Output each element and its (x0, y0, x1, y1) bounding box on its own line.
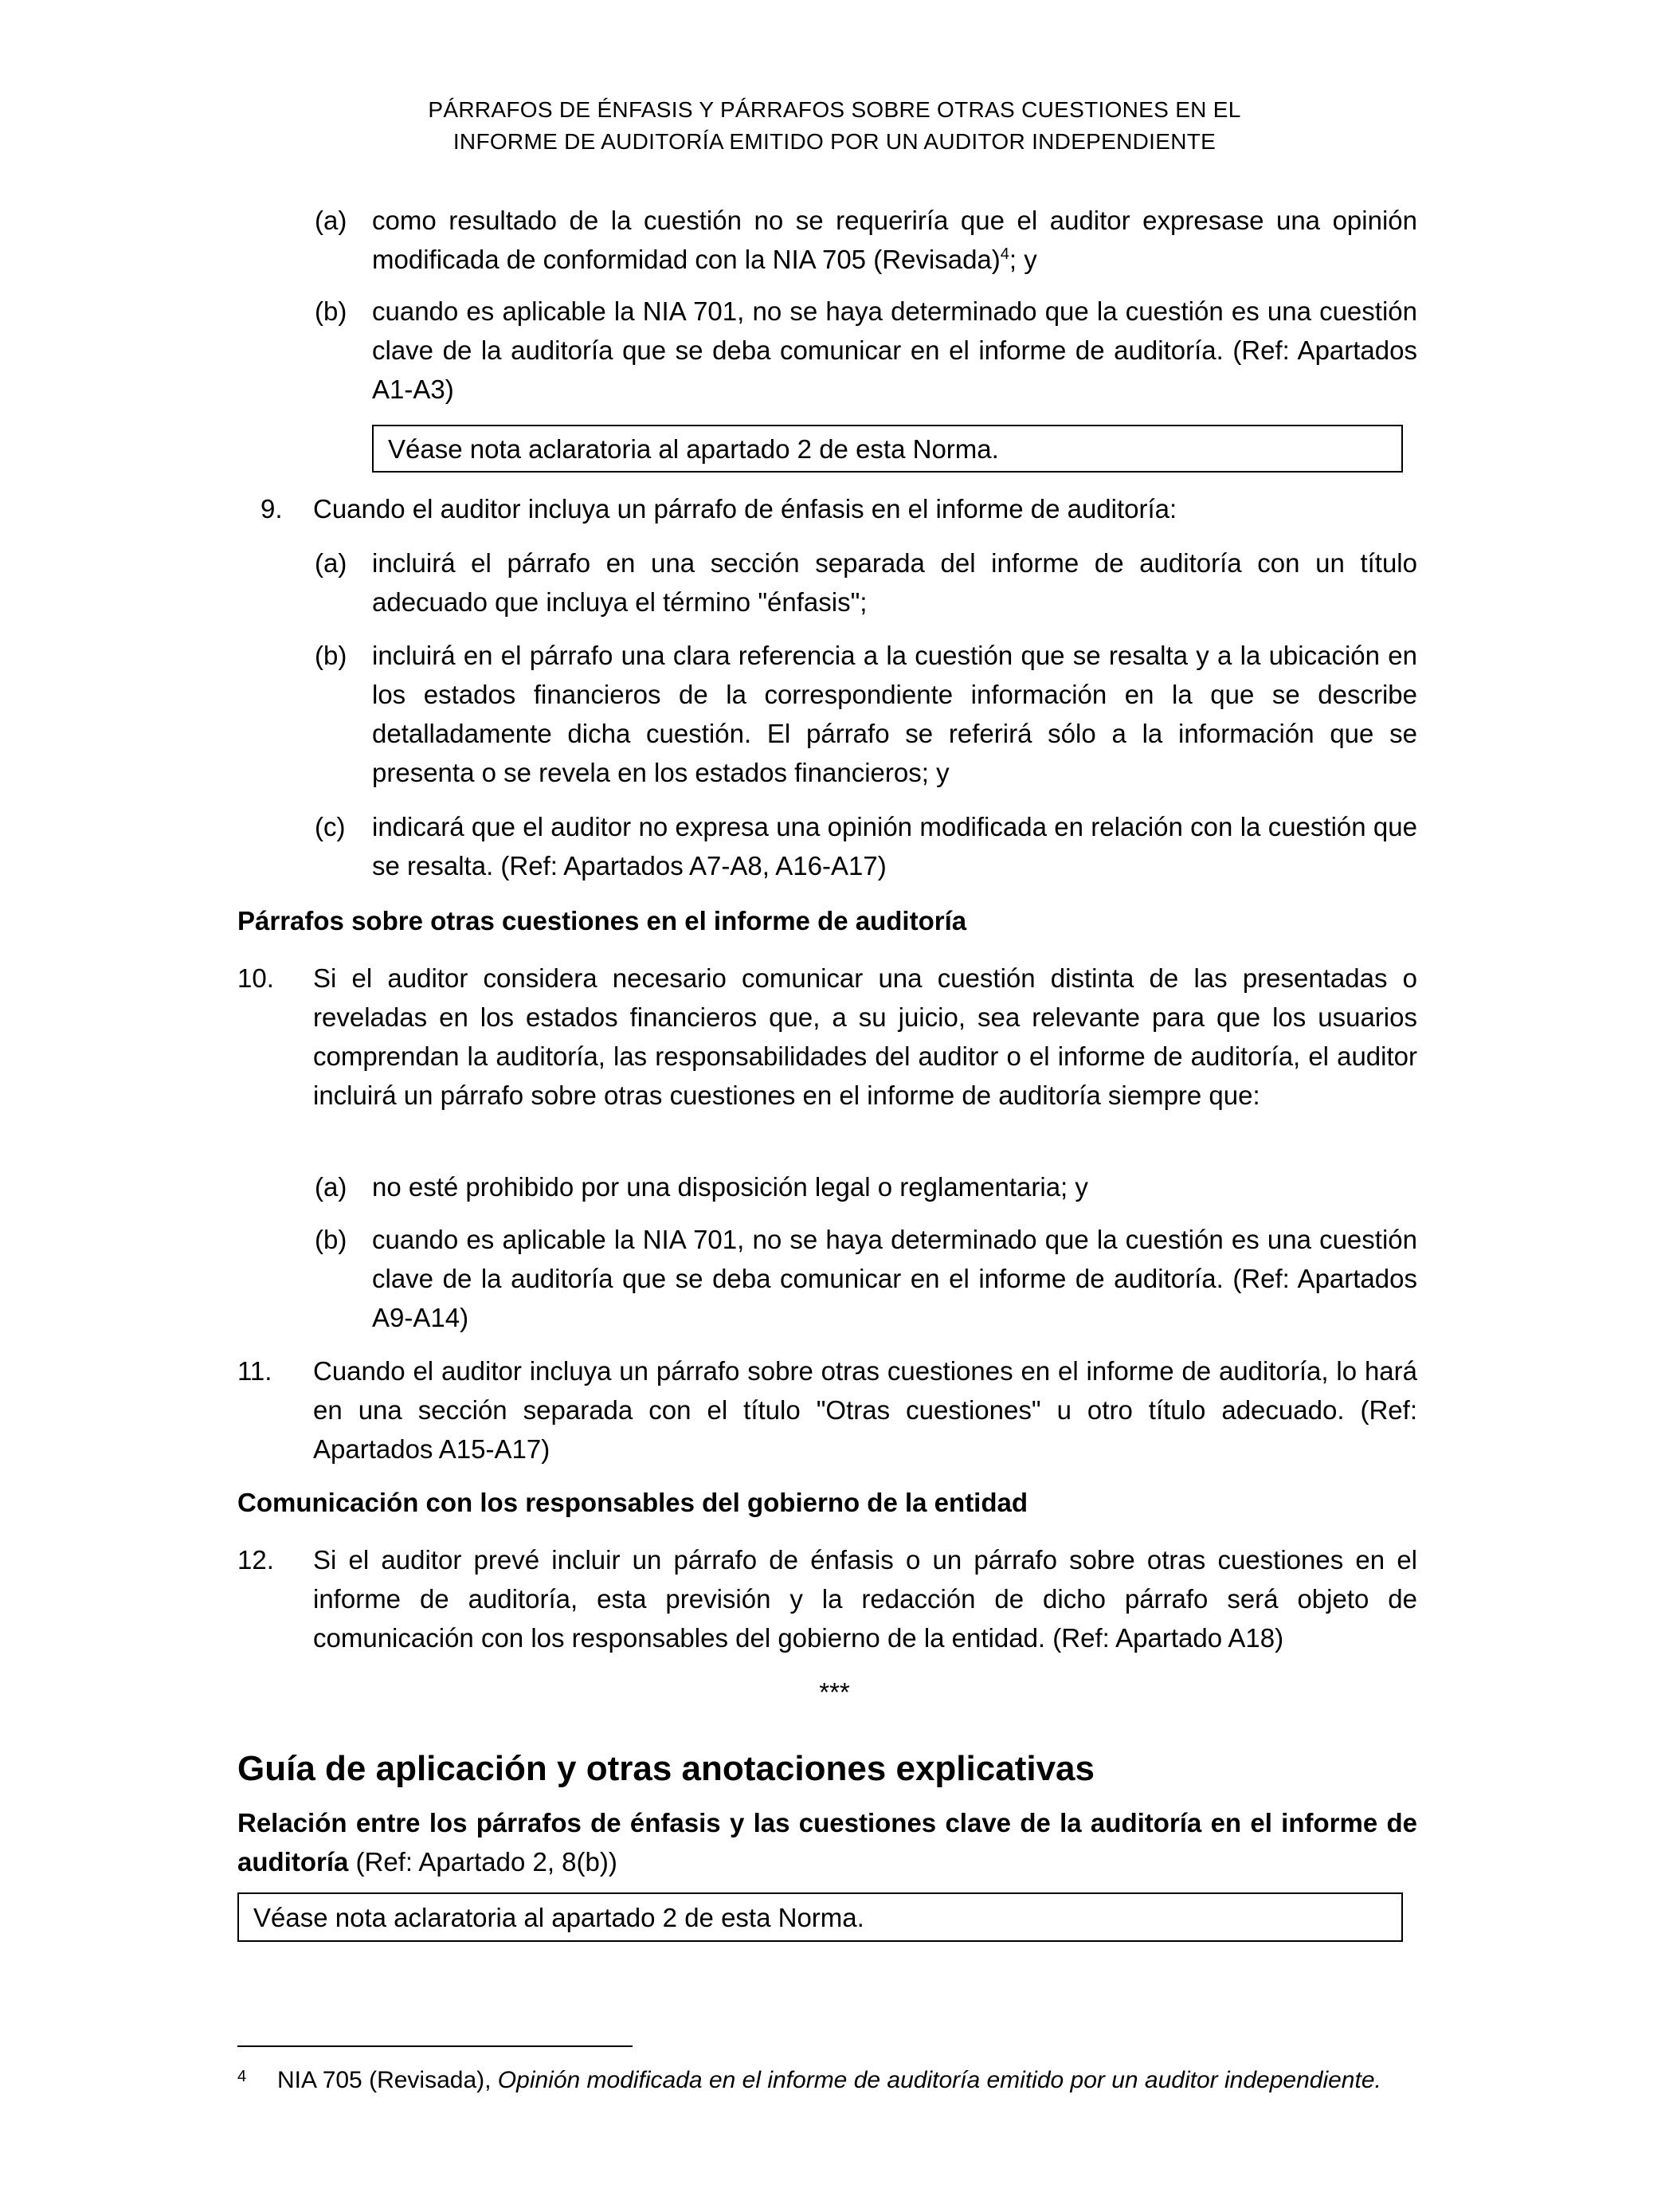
footnote-number: 4 (237, 2068, 247, 2085)
guide-subheading-bold: Relación entre los párrafos de énfasis y las cuestiones clave de la auditoría en el informe de auditoría (237, 1808, 1417, 1877)
p8-b-label: (b) (315, 296, 347, 326)
guide-title: Guía de aplicación y otras anotaciones explicativas (237, 1749, 1095, 1788)
p9-b-label: (b) (315, 641, 347, 670)
p9-a-label: (a) (315, 548, 347, 578)
p11-number: 11. (237, 1356, 272, 1386)
section-heading-other-matters: Párrafos sobre otras cuestiones en el informe de auditoría (237, 906, 967, 935)
section-heading-communication: Comunicación con los responsables del gobierno de la entidad (237, 1488, 1028, 1517)
header-line-1: PÁRRAFOS DE ÉNFASIS Y PÁRRAFOS SOBRE OTRAS CUESTIONES EN EL (428, 97, 1241, 122)
p10-number: 10. (237, 963, 274, 993)
p9-c-text: indicará que el auditor no expresa una opinión modificada en relación con la cuestión que se resalta. (Ref: Apartados A7-A8, A16-A17) (372, 812, 1417, 880)
p8-a-text (372, 201, 1417, 279)
note-box-1 (372, 425, 1403, 473)
p8-b-text: cuando es aplicable la NIA 701, no se haya determinado que la cuestión es una cuestión clave de la auditoría que se deba comunicar en el informe de auditoría. (Ref: Apartados A1-A3) (372, 296, 1417, 404)
header-line-2: INFORME DE AUDITORÍA EMITIDO POR UN AUDITOR INDEPENDIENTE (453, 129, 1216, 154)
p10-b-text: cuando es aplicable la NIA 701, no se haya determinado que la cuestión es una cuestión clave de la auditoría que se deba comunicar en el informe de auditoría. (Ref: Apartados A9-A14) (372, 1225, 1417, 1332)
p8-a-text-main: como resultado de la cuestión no se requeriría que el auditor expresase una opinión modificada de conformidad con la NIA 705 (Revisada) (372, 206, 1417, 274)
p11-text: Cuando el auditor incluya un párrafo sobre otras cuestiones en el informe de auditoría, lo hará en una sección separada con el título "Otras cuestiones" u otro título adecuado. (Ref: Apartados A15-A17) (313, 1356, 1417, 1464)
p10-b-label: (b) (315, 1225, 347, 1254)
guide-subheading-ref: (Ref: Apartado 2, 8(b)) (348, 1847, 617, 1877)
running-header (0, 94, 1669, 158)
guide-subheading (237, 1803, 1417, 1881)
footnote-ref[interactable]: 4 (1000, 245, 1009, 263)
p9-a-text: incluirá el párrafo en una sección separada del informe de auditoría con un título adecuado que incluya el término "énfasis"; (372, 548, 1417, 617)
p12-number: 12. (237, 1545, 274, 1575)
p8-a-label: (a) (315, 206, 347, 235)
p10-text: Si el auditor considera necesario comunicar una cuestión distinta de las presentadas o reveladas en los estados financieros que, a su juicio, sea relevante para que los usuarios comprendan la auditoría, las responsabilidades del auditor o el informe de auditoría, el auditor incluirá un párrafo sobre otras cuestiones en el informe de auditoría siempre que: (313, 963, 1417, 1110)
note-box-2 (237, 1892, 1403, 1942)
footnote-text (277, 2062, 1417, 2099)
footnote-text-plain: NIA 705 (Revisada), (277, 2067, 498, 2093)
p10-a-label: (a) (315, 1172, 347, 1202)
p12-text: Si el auditor prevé incluir un párrafo de énfasis o un párrafo sobre otras cuestiones en el informe de auditoría, esta previsión y la redacción de dicho párrafo será objeto de comunicación con los responsables del gobierno de la entidad. (Ref: Apartado A18) (313, 1545, 1417, 1653)
note-box-2-text: Véase nota aclaratoria al apartado 2 de esta Norma. (253, 1903, 864, 1932)
p9-b-text: incluirá en el párrafo una clara referencia a la cuestión que se resalta y a la ubicación en los estados financieros de la correspondiente información en la que se describe detalladamente dicha cuestión. El párrafo se referirá sólo a la información que se presenta o se revela en los estados financieros; y (372, 641, 1417, 787)
p10-a-text: no esté prohibido por una disposición legal o reglamentaria; y (372, 1172, 1088, 1202)
note-box-1-text: Véase nota aclaratoria al apartado 2 de esta Norma. (388, 434, 999, 464)
section-separator: *** (819, 1677, 850, 1707)
p8-a-text-end: ; y (1009, 245, 1037, 274)
footnote-separator (237, 2045, 633, 2047)
footnote-text-italic: Opinión modificada en el informe de auditoría emitido por un auditor independiente. (497, 2067, 1381, 2093)
p9-number: 9. (261, 494, 283, 524)
p9-c-label: (c) (315, 812, 346, 841)
p9-text: Cuando el auditor incluya un párrafo de énfasis en el informe de auditoría: (313, 494, 1177, 524)
